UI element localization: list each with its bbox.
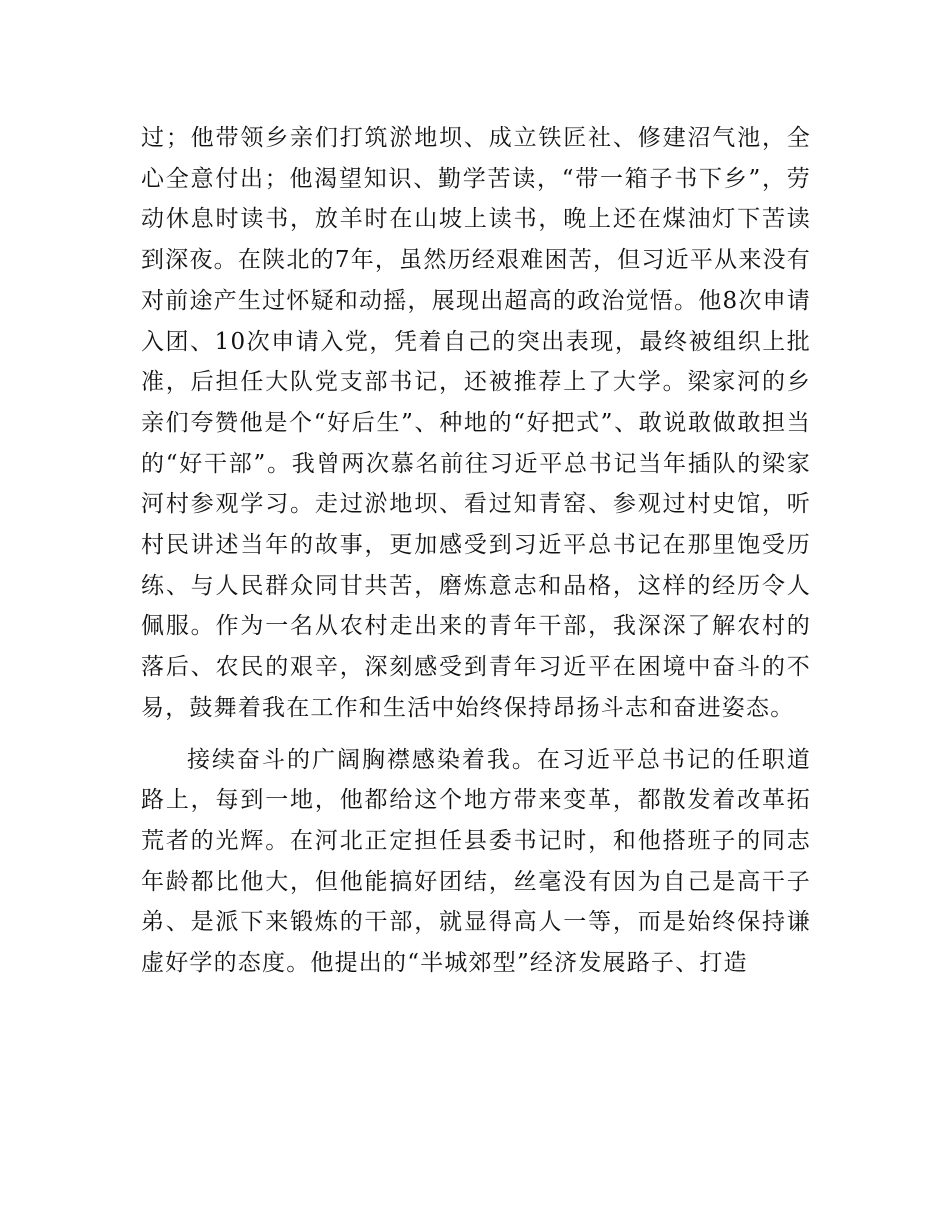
- paragraph-2: 接续奋斗的广阔胸襟感染着我。在习近平总书记的任职道路上，每到一地，他都给这个地方带来变革，都散发着改革拓荒者的光辉。在河北正定担任县委书记时，和他搭班子的同志年龄都比他大，但他能搞好团结，丝毫没有因为自己是高干子弟、是派下来锻炼的干部，就显得高人一等，而是始终保持谦虚好学的态度。他提出的“半城郊型”经济发展路子、打造: [141, 746, 811, 977]
- paragraph-1: 过；他带领乡亲们打筑淤地坝、成立铁匠社、修建沼气池，全心全意付出；他渴望知识、勤学苦读，“带一箱子书下乡”，劳动休息时读书，放羊时在山坡上读书，晚上还在煤油灯下苦读到深夜。在陕北的7年，虽然历经艰难困苦，但习近平从来没有对前途产生过怀疑和动摇，展现出超高的政治觉悟。他8次申请入团、10次申请入党，凭着自己的突出表现，最终被组织上批准，后担任大队党支部书记，还被推荐上了大学。梁家河的乡亲们夸赞他是个“好后生”、种地的“好把式”、敢说敢做敢担当的“好干部”。我曾两次慕名前往习近平总书记当年插队的梁家河村参观学习。走过淤地坝、看过知青窑、参观过村史馆，听村民讲述当年的故事，更加感受到习近平总书记在那里饱受历练、与人民群众同甘共苦，磨炼意志和品格，这样的经历令人佩服。作为一名从农村走出来的青年干部，我深深了解农村的落后、农民的艰辛，深刻感受到青年习近平在困境中奋斗的不易，鼓舞着我在工作和生活中始终保持昂扬斗志和奋进姿态。: [141, 125, 811, 721]
- document-body: [141, 118, 811, 984]
